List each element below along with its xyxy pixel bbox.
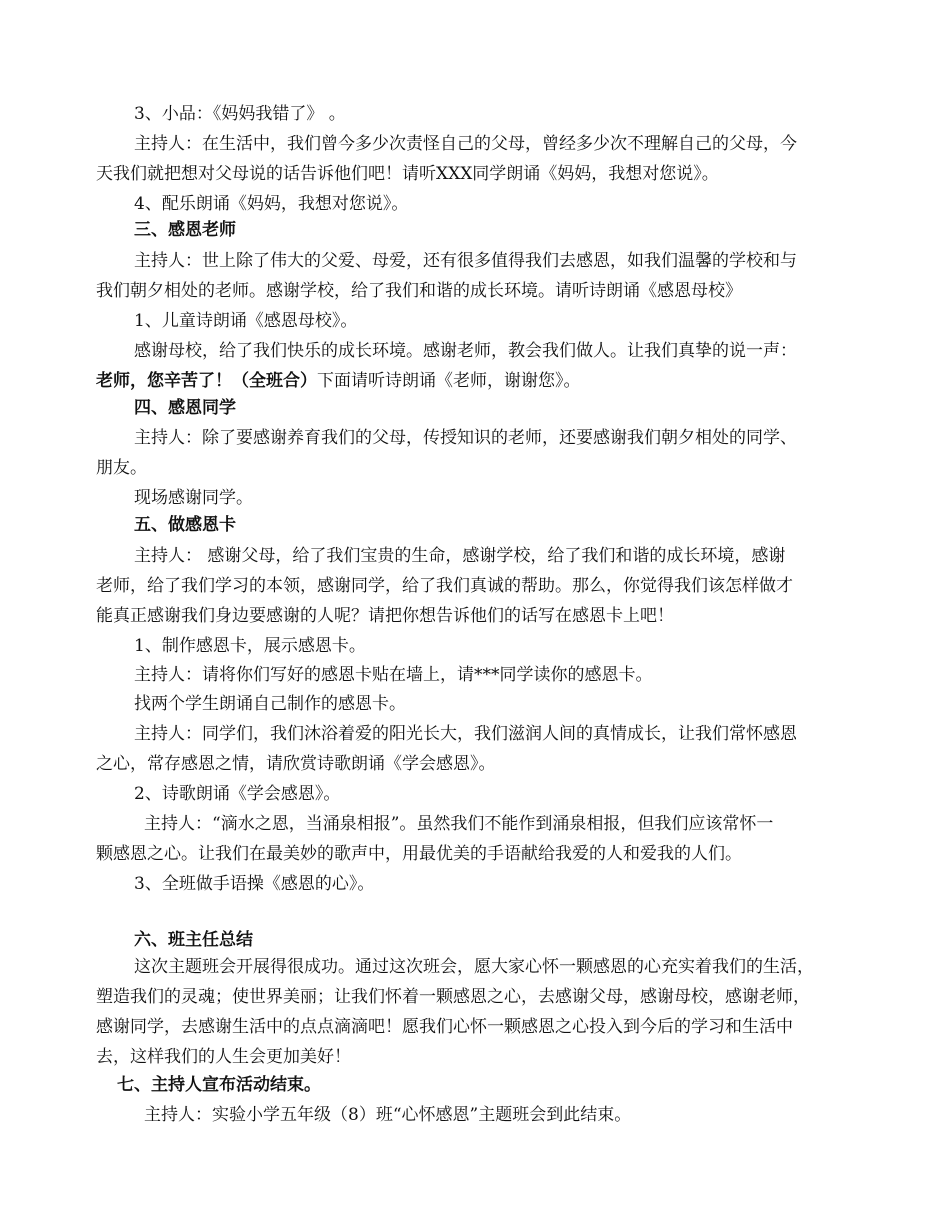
item-make-cards: 1、制作感恩卡，展示感恩卡。 xyxy=(134,636,366,656)
host-speech-parents-1: 主持人：在生活中，我们曾今多少次责怪自己的父母，曾经多少次不理解自己的父母，今 xyxy=(134,134,797,154)
item-poem-gratitude: 2、诗歌朗诵《学会感恩》。 xyxy=(134,784,341,804)
summary-line-4: 去，这样我们的人生会更加美好！ xyxy=(96,1047,351,1067)
host-speech-teachers-1: 主持人：世上除了伟大的父爱、母爱，还有很多值得我们去感恩，如我们温馨的学校和与 xyxy=(134,251,797,271)
host-speech-parents-2: 天我们就把想对父母说的话告诉他们吧！请听XXX同学朗诵《妈妈，我想对您说》。 xyxy=(96,164,719,184)
host-speech-teachers-2: 我们朝夕相处的老师。感谢学校，给了我们和谐的成长环境。请听诗朗诵《感恩母校》 xyxy=(96,281,742,301)
summary-line-1: 这次主题班会开展得很成功。通过这次班会，愿大家心怀一颗感恩的心充实着我们的生活， xyxy=(134,957,814,977)
host-speech-classmates-1: 主持人：除了要感谢养育我们的父母，传授知识的老师，还要感谢我们朝夕相处的同学、 xyxy=(134,428,797,448)
item-sign-language: 3、全班做手语操《感恩的心》。 xyxy=(134,874,375,894)
section-heading-cards: 五、做感恩卡 xyxy=(134,515,236,535)
students-read-cards: 找两个学生朗诵自己制作的感恩卡。 xyxy=(134,694,406,714)
host-speech-wall: 主持人：请将你们写好的感恩卡贴在墙上，请***同学读你的感恩卡。 xyxy=(134,665,653,685)
host-speech-gratitude-1: 主持人：同学们，我们沐浴着爱的阳光长大，我们滋润人间的真情成长，让我们常怀感恩 xyxy=(134,724,797,744)
host-speech-water-1: 主持人：“滴水之恩，当涌泉相报”。虽然我们不能作到涌泉相报，但我们应该常怀一 xyxy=(144,814,774,834)
item-children-poem: 1、儿童诗朗诵《感恩母校》。 xyxy=(134,311,358,331)
host-speech-cards-2: 老师，给了我们学习的本领，感谢同学，给了我们真诚的帮助。那么，你觉得我们该怎样做才 xyxy=(96,576,793,596)
live-thanks: 现场感谢同学。 xyxy=(134,488,253,508)
item-music-recital: 4、配乐朗诵《妈妈，我想对您说》。 xyxy=(134,194,409,214)
section-heading-classmates: 四、感恩同学 xyxy=(134,398,236,418)
host-speech-gratitude-2: 之心，常存感恩之情，请欣赏诗歌朗诵《学会感恩》。 xyxy=(96,754,496,774)
closing-statement: 主持人：实验小学五年级（8）班“心怀感恩”主题班会到此结束。 xyxy=(144,1105,632,1125)
item-skit: 3、小品：《妈妈我错了》 。 xyxy=(134,104,346,124)
host-speech-water-2: 颗感恩之心。让我们在最美妙的歌声中，用最优美的手语献给我爱的人和爱我的人们。 xyxy=(96,844,742,864)
thanks-school-line-2 xyxy=(96,371,581,391)
host-speech-cards-3: 能真正感谢我们身边要感谢的人呢？请把你想告诉他们的话写在感恩卡上吧！ xyxy=(96,606,674,626)
class-chorus-bold: 老师，您辛苦了！（全班合） xyxy=(96,371,317,391)
poem-intro: 下面请听诗朗诵《老师，谢谢您》。 xyxy=(317,371,581,391)
summary-line-3: 感谢同学，去感谢生活中的点点滴滴吧！愿我们心怀一颗感恩之心投入到今后的学习和生活中 xyxy=(96,1017,793,1037)
thanks-school-line-1: 感谢母校，给了我们快乐的成长环境。感谢老师，教会我们做人。让我们真挚的说一声： xyxy=(134,341,797,361)
host-speech-cards-1: 主持人： 感谢父母，给了我们宝贵的生命，感谢学校，给了我们和谐的成长环境，感谢 xyxy=(134,546,786,566)
summary-line-2: 塑造我们的灵魂；使世界美丽；让我们怀着一颗感恩之心，去感谢父母，感谢母校，感谢老师， xyxy=(96,987,810,1007)
section-heading-summary: 六、班主任总结 xyxy=(134,930,253,950)
host-speech-classmates-2: 朋友。 xyxy=(96,458,147,478)
section-heading-teachers: 三、感恩老师 xyxy=(134,220,236,240)
section-heading-closing: 七、主持人宣布活动结束。 xyxy=(117,1075,321,1095)
